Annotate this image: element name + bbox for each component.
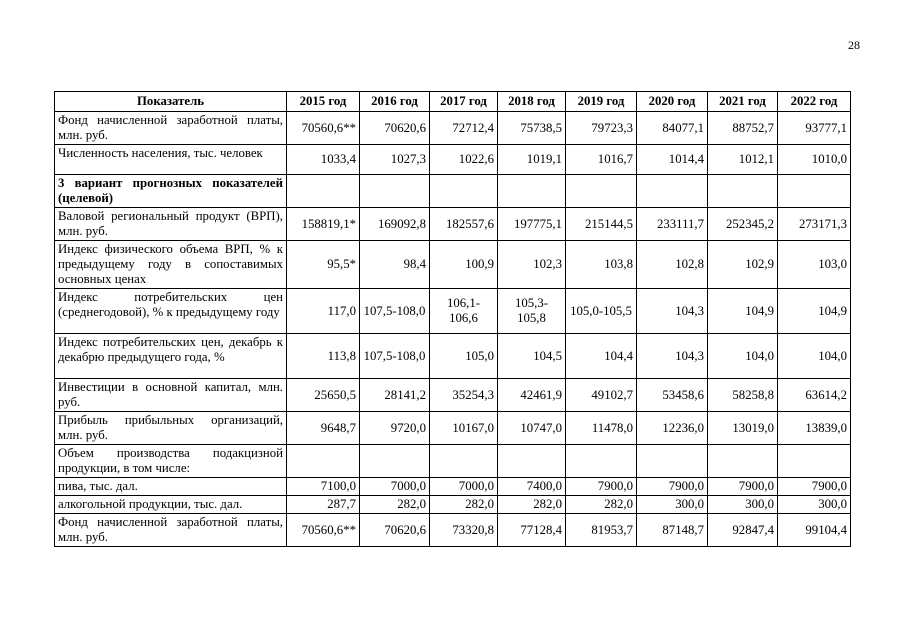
table-cell: 10167,0 [430,412,498,445]
table-cell: 215144,5 [566,208,637,241]
table-cell: 87148,7 [637,514,708,547]
table-cell: 88752,7 [708,112,778,145]
table-cell: 100,9 [430,241,498,289]
table-cell: 10747,0 [498,412,566,445]
table-cell: 9720,0 [360,412,430,445]
table-row [55,496,851,514]
table-row [55,445,851,478]
table-cell: 7400,0 [498,478,566,496]
table-cell: 182557,6 [430,208,498,241]
table-cell [360,445,430,478]
table-cell: 93777,1 [778,112,851,145]
header-year: 2019 год [566,92,637,112]
table-cell [498,175,566,208]
header-indicator: Показатель [55,92,287,112]
table-cell: 81953,7 [566,514,637,547]
table-cell: 7900,0 [708,478,778,496]
row-label: Индекс потребительских цен (среднегодовой), % к предыдущему году [55,289,287,334]
table-cell: 70620,6 [360,514,430,547]
header-year: 2017 год [430,92,498,112]
table-row [55,412,851,445]
table-cell: 7900,0 [778,478,851,496]
row-label: Валовой региональный продукт (ВРП), млн. руб. [55,208,287,241]
table-cell: 300,0 [778,496,851,514]
table-cell [708,175,778,208]
header-year: 2020 год [637,92,708,112]
table-cell: 105,3-105,8 [498,289,566,334]
table-cell: 105,0-105,5 [566,289,637,334]
table-row [55,208,851,241]
table-cell: 104,3 [637,289,708,334]
table-row [55,241,851,289]
table-header-row [55,92,851,112]
table-cell: 252345,2 [708,208,778,241]
table-cell: 95,5* [287,241,360,289]
table-cell: 70560,6** [287,514,360,547]
table-cell: 7100,0 [287,478,360,496]
table-cell [778,445,851,478]
table-cell: 1033,4 [287,145,360,175]
table-row [55,379,851,412]
table-cell [430,445,498,478]
table-cell [287,445,360,478]
table-cell: 63614,2 [778,379,851,412]
table-cell: 104,3 [637,334,708,379]
table-cell: 102,8 [637,241,708,289]
table-cell: 98,4 [360,241,430,289]
table-cell: 104,0 [708,334,778,379]
table-cell: 282,0 [566,496,637,514]
table-cell: 1010,0 [778,145,851,175]
table-cell: 70560,6** [287,112,360,145]
table-cell: 53458,6 [637,379,708,412]
table-cell [566,445,637,478]
table-cell [287,175,360,208]
table-cell: 58258,8 [708,379,778,412]
table-cell: 1012,1 [708,145,778,175]
table-row [55,334,851,379]
table-cell: 1019,1 [498,145,566,175]
table-cell: 103,0 [778,241,851,289]
table-cell: 92847,4 [708,514,778,547]
table-cell: 117,0 [287,289,360,334]
table-cell [360,175,430,208]
row-label: 3 вариант прогнозных показателей (целевой) [55,175,287,208]
table-cell: 42461,9 [498,379,566,412]
table-cell: 99104,4 [778,514,851,547]
table-cell: 35254,3 [430,379,498,412]
row-label: Объем производства подакцизной продукции, в том числе: [55,445,287,478]
page-number: 28 [848,38,860,52]
table-cell: 77128,4 [498,514,566,547]
table-cell: 282,0 [430,496,498,514]
table-row [55,145,851,175]
row-label: Индекс потребительских цен, декабрь к декабрю предыдущего года, % [55,334,287,379]
table-row [55,175,851,208]
table-row [55,289,851,334]
table-cell: 300,0 [708,496,778,514]
table-cell [637,175,708,208]
table-cell: 70620,6 [360,112,430,145]
table-cell: 7000,0 [430,478,498,496]
table-cell: 75738,5 [498,112,566,145]
table-cell: 12236,0 [637,412,708,445]
row-label: Фонд начисленной заработной платы, млн. руб. [55,514,287,547]
table-cell: 282,0 [360,496,430,514]
header-year: 2015 год [287,92,360,112]
table-cell: 102,3 [498,241,566,289]
header-year: 2016 год [360,92,430,112]
header-year: 2018 год [498,92,566,112]
table-cell: 1027,3 [360,145,430,175]
table-cell: 106,1-106,6 [430,289,498,334]
table-cell: 158819,1* [287,208,360,241]
table-body [55,112,851,547]
table-cell: 107,5-108,0 [360,334,430,379]
table-cell: 103,8 [566,241,637,289]
table-cell: 107,5-108,0 [360,289,430,334]
table-row [55,112,851,145]
table-cell: 79723,3 [566,112,637,145]
table-cell: 104,4 [566,334,637,379]
row-label: Инвестиции в основной капитал, млн. руб. [55,379,287,412]
table-cell: 7900,0 [566,478,637,496]
table-cell: 11478,0 [566,412,637,445]
table-cell: 13019,0 [708,412,778,445]
table-cell: 300,0 [637,496,708,514]
table-cell: 104,9 [778,289,851,334]
table-cell [566,175,637,208]
table-cell: 169092,8 [360,208,430,241]
table-cell: 7900,0 [637,478,708,496]
header-year: 2022 год [778,92,851,112]
table-cell: 233111,7 [637,208,708,241]
table-cell: 113,8 [287,334,360,379]
table-cell: 104,5 [498,334,566,379]
table-row [55,514,851,547]
table-row [55,478,851,496]
table-cell: 9648,7 [287,412,360,445]
table-cell: 102,9 [708,241,778,289]
header-year: 2021 год [708,92,778,112]
table-cell: 28141,2 [360,379,430,412]
row-label: Индекс физического объема ВРП, % к предыдущему году в сопоставимых основных ценах [55,241,287,289]
table-cell: 49102,7 [566,379,637,412]
table-cell [637,445,708,478]
table-cell: 197775,1 [498,208,566,241]
table-cell: 273171,3 [778,208,851,241]
table-cell: 84077,1 [637,112,708,145]
table-cell: 13839,0 [778,412,851,445]
table-cell [498,445,566,478]
table-cell: 287,7 [287,496,360,514]
table-cell: 25650,5 [287,379,360,412]
forecast-table [54,91,851,547]
table-cell [778,175,851,208]
row-label: Численность населения, тыс. человек [55,145,287,175]
row-label: пива, тыс. дал. [55,478,287,496]
table-cell: 7000,0 [360,478,430,496]
table-cell: 104,9 [708,289,778,334]
row-label: алкогольной продукции, тыс. дал. [55,496,287,514]
table-cell: 1022,6 [430,145,498,175]
table-cell [708,445,778,478]
row-label: Фонд начисленной заработной платы, млн. руб. [55,112,287,145]
row-label: Прибыль прибыльных организаций, млн. руб. [55,412,287,445]
table-cell: 1014,4 [637,145,708,175]
table-cell: 282,0 [498,496,566,514]
table-cell [430,175,498,208]
table-cell: 73320,8 [430,514,498,547]
table-cell: 105,0 [430,334,498,379]
table-cell: 1016,7 [566,145,637,175]
table-cell: 104,0 [778,334,851,379]
table-cell: 72712,4 [430,112,498,145]
